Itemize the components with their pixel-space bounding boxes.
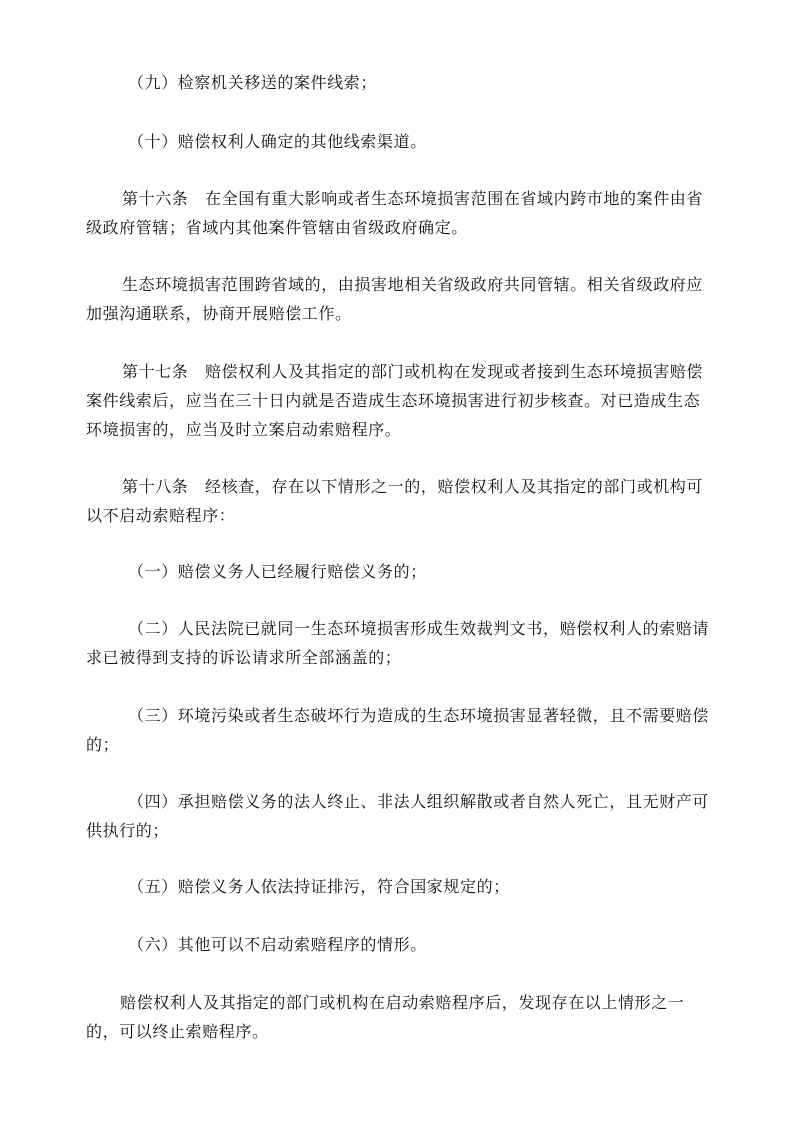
paragraph-article-17: 第十七条 赔偿权利人及其指定的部门或机构在发现或者接到生态环境损害赔偿案件线索后，应当在三十日内就是否造成生态环境损害进行初步核查。对已造成生态环境损害的，应当及时立案启动索赔程序。	[86, 362, 704, 439]
paragraph-termination: 赔偿权利人及其指定的部门或机构在启动索赔程序后，发现存在以上情形之一的，可以终止索赔程序。	[86, 993, 685, 1041]
paragraph-condition-4: （四）承担赔偿义务的法人终止、非法人组织解散或者自然人死亡，且无财产可供执行的；	[86, 792, 710, 840]
paragraph-item-10: （十）赔偿权利人确定的其他线索渠道。	[128, 132, 427, 151]
paragraph-condition-6: （六）其他可以不启动索赔程序的情形。	[128, 935, 427, 954]
paragraph-item-9: （九）检察机关移送的案件线索；	[128, 73, 378, 92]
paragraph-condition-1: （一）赔偿义务人已经履行赔偿义务的；	[128, 562, 427, 581]
paragraph-article-16: 第十六条 在全国有重大影响或者生态环境损害范围在省域内跨市地的案件由省级政府管辖；省域内其他案件管辖由省级政府确定。	[86, 189, 704, 237]
paragraph-condition-3: （三）环境污染或者生态破坏行为造成的生态环境损害显著轻微，且不需要赔偿的；	[86, 706, 710, 754]
paragraph-condition-2: （二）人民法院已就同一生态环境损害形成生效裁判文书，赔偿权利人的索赔请求已被得到支持的诉讼请求所全部涵盖的；	[86, 619, 710, 667]
paragraph-article-18: 第十八条 经核查，存在以下情形之一的，赔偿权利人及其指定的部门或机构可以不启动索赔程序：	[86, 477, 704, 525]
paragraph-cross-province: 生态环境损害范围跨省域的，由损害地相关省级政府共同管辖。相关省级政府应加强沟通联系，协商开展赔偿工作。	[86, 275, 704, 323]
paragraph-condition-5: （五）赔偿义务人依法持证排污，符合国家规定的；	[128, 877, 510, 896]
